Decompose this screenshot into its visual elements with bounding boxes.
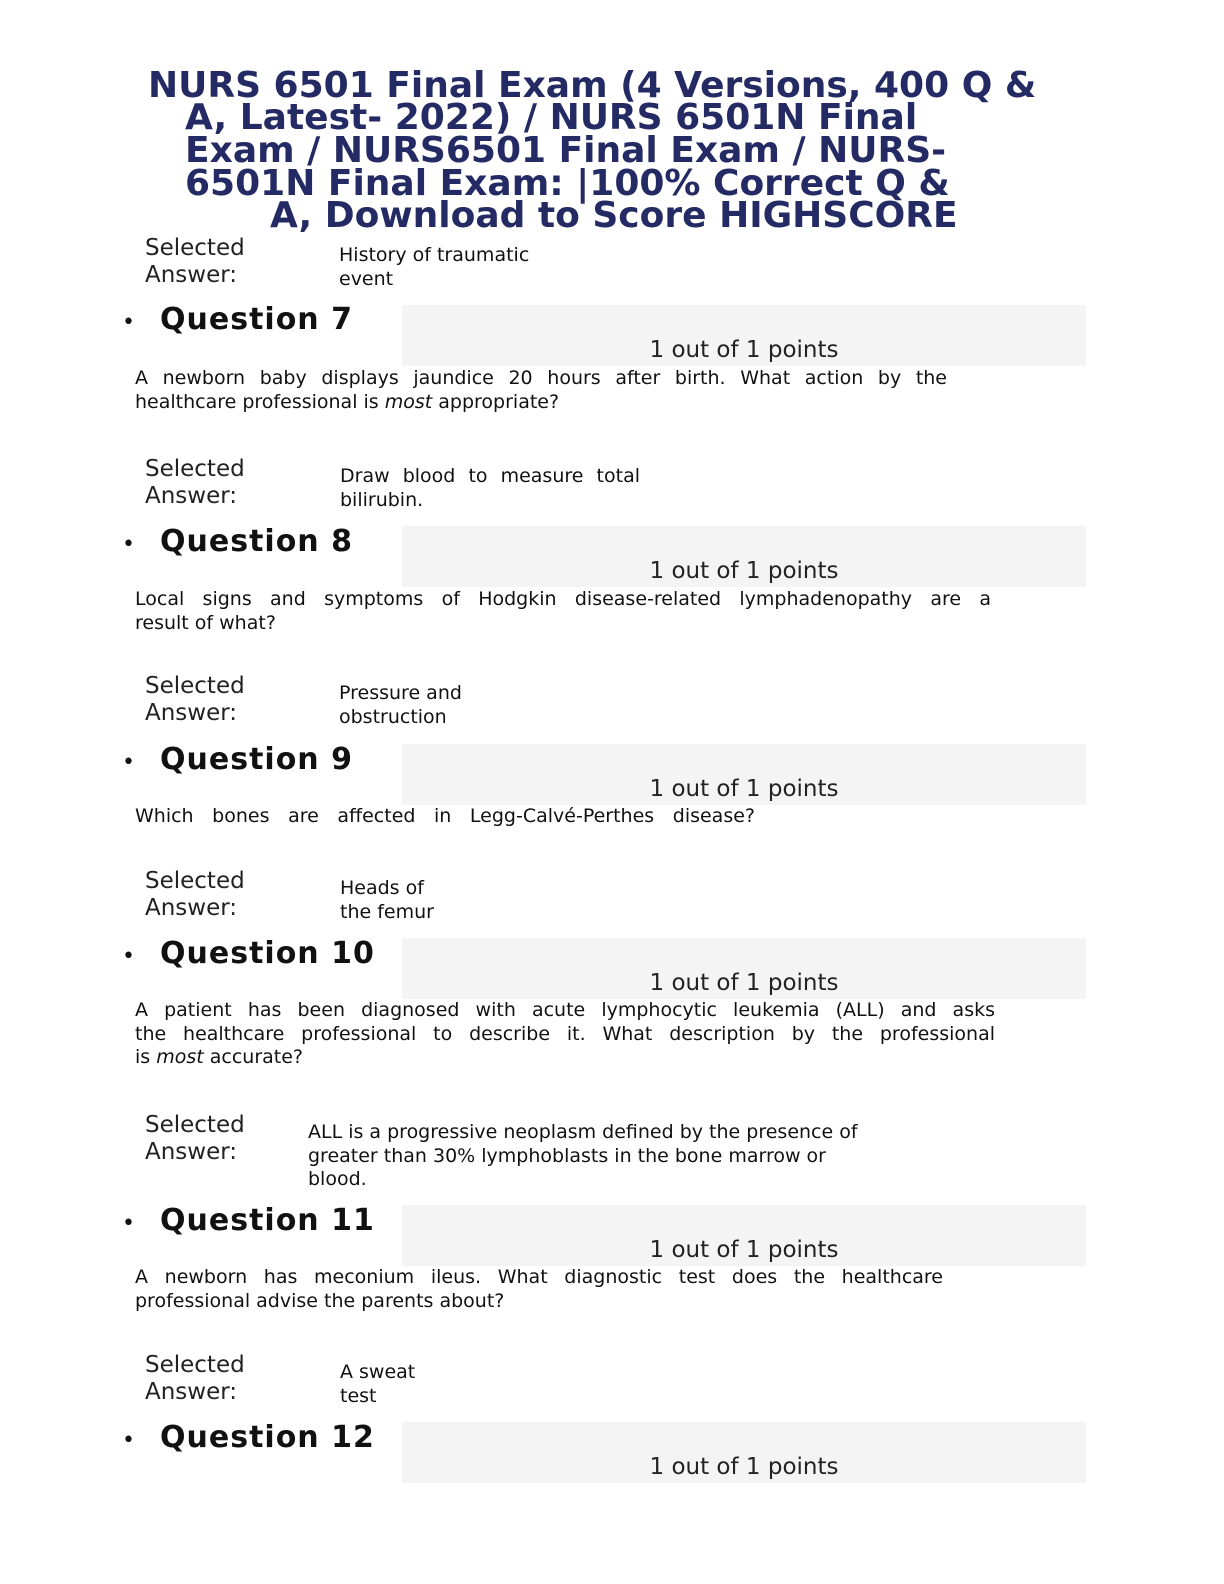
points-score: 1 out of 1 points <box>649 776 839 802</box>
points-box <box>402 305 1086 366</box>
points-score: 1 out of 1 points <box>649 970 839 996</box>
title-line-3: Exam / NURS6501 Final Exam / NURS- <box>185 130 947 171</box>
question-title: Question 10 <box>160 936 375 971</box>
question-text: Which bones are affected in Legg-Calvé-Perthes disease? <box>135 805 755 827</box>
points-score: 1 out of 1 points <box>649 337 839 363</box>
selected-answer-label: Selected Answer: <box>145 1352 245 1405</box>
selected-answer-label: Selected Answer: <box>145 235 245 288</box>
points-score: 1 out of 1 points <box>649 558 839 584</box>
selected-answer-value: History of traumatic event <box>339 244 530 290</box>
points-box <box>402 938 1086 999</box>
points-box <box>402 744 1086 805</box>
question-text: A newborn baby displays jaundice 20 hours after birth. What action by the healthcare professional is most appropriate? <box>135 367 947 413</box>
question-text: Local signs and symptoms of Hodgkin disease-related lymphadenopathy are a result of what? <box>135 588 991 634</box>
bullet-icon: • <box>122 1211 135 1236</box>
title-line-5: A, Download to Score HIGHSCORE <box>270 195 958 236</box>
question-title: Question 9 <box>160 742 353 777</box>
selected-answer-value: Heads of the femur <box>340 877 434 923</box>
selected-answer-label: Selected Answer: <box>145 868 245 921</box>
title-line-4: 6501N Final Exam: |100% Correct Q & <box>185 163 950 204</box>
selected-answer-label: Selected Answer: <box>145 673 245 726</box>
question-text: A newborn has meconium ileus. What diagnostic test does the healthcare professional advise the parents about? <box>135 1266 943 1312</box>
document-title <box>0 64 1224 236</box>
points-box <box>402 1422 1086 1483</box>
question-title: Question 12 <box>160 1420 375 1455</box>
points-box <box>402 526 1086 587</box>
selected-answer-label: Selected Answer: <box>145 1112 245 1165</box>
bullet-icon: • <box>122 310 135 335</box>
title-line-2: A, Latest- 2022) / NURS 6501N Final <box>185 97 918 138</box>
selected-answer-value: Pressure and obstruction <box>339 682 462 728</box>
bullet-icon: • <box>122 750 135 775</box>
selected-answer-value: ALL is a progressive neoplasm defined by the presence of greater than 30% lymphoblasts in the bone marrow or blood. <box>308 1121 858 1190</box>
bullet-icon: • <box>122 532 135 557</box>
selected-answer-label: Selected Answer: <box>145 456 245 509</box>
bullet-icon: • <box>122 944 135 969</box>
selected-answer-value: A sweat test <box>340 1361 416 1407</box>
question-text: A patient has been diagnosed with acute lymphocytic leukemia (ALL) and asks the healthcare professional to describe it. What description by the professional is most accurate? <box>135 999 995 1068</box>
question-title: Question 11 <box>160 1203 375 1238</box>
points-score: 1 out of 1 points <box>649 1237 839 1263</box>
question-title: Question 8 <box>160 524 353 559</box>
points-score: 1 out of 1 points <box>649 1454 839 1480</box>
question-title: Question 7 <box>160 302 353 337</box>
selected-answer-value: Draw blood to measure total bilirubin. <box>340 465 640 511</box>
points-box <box>402 1205 1086 1266</box>
bullet-icon: • <box>122 1428 135 1453</box>
title-line-1: NURS 6501 Final Exam (4 Versions, 400 Q & <box>148 65 1037 106</box>
